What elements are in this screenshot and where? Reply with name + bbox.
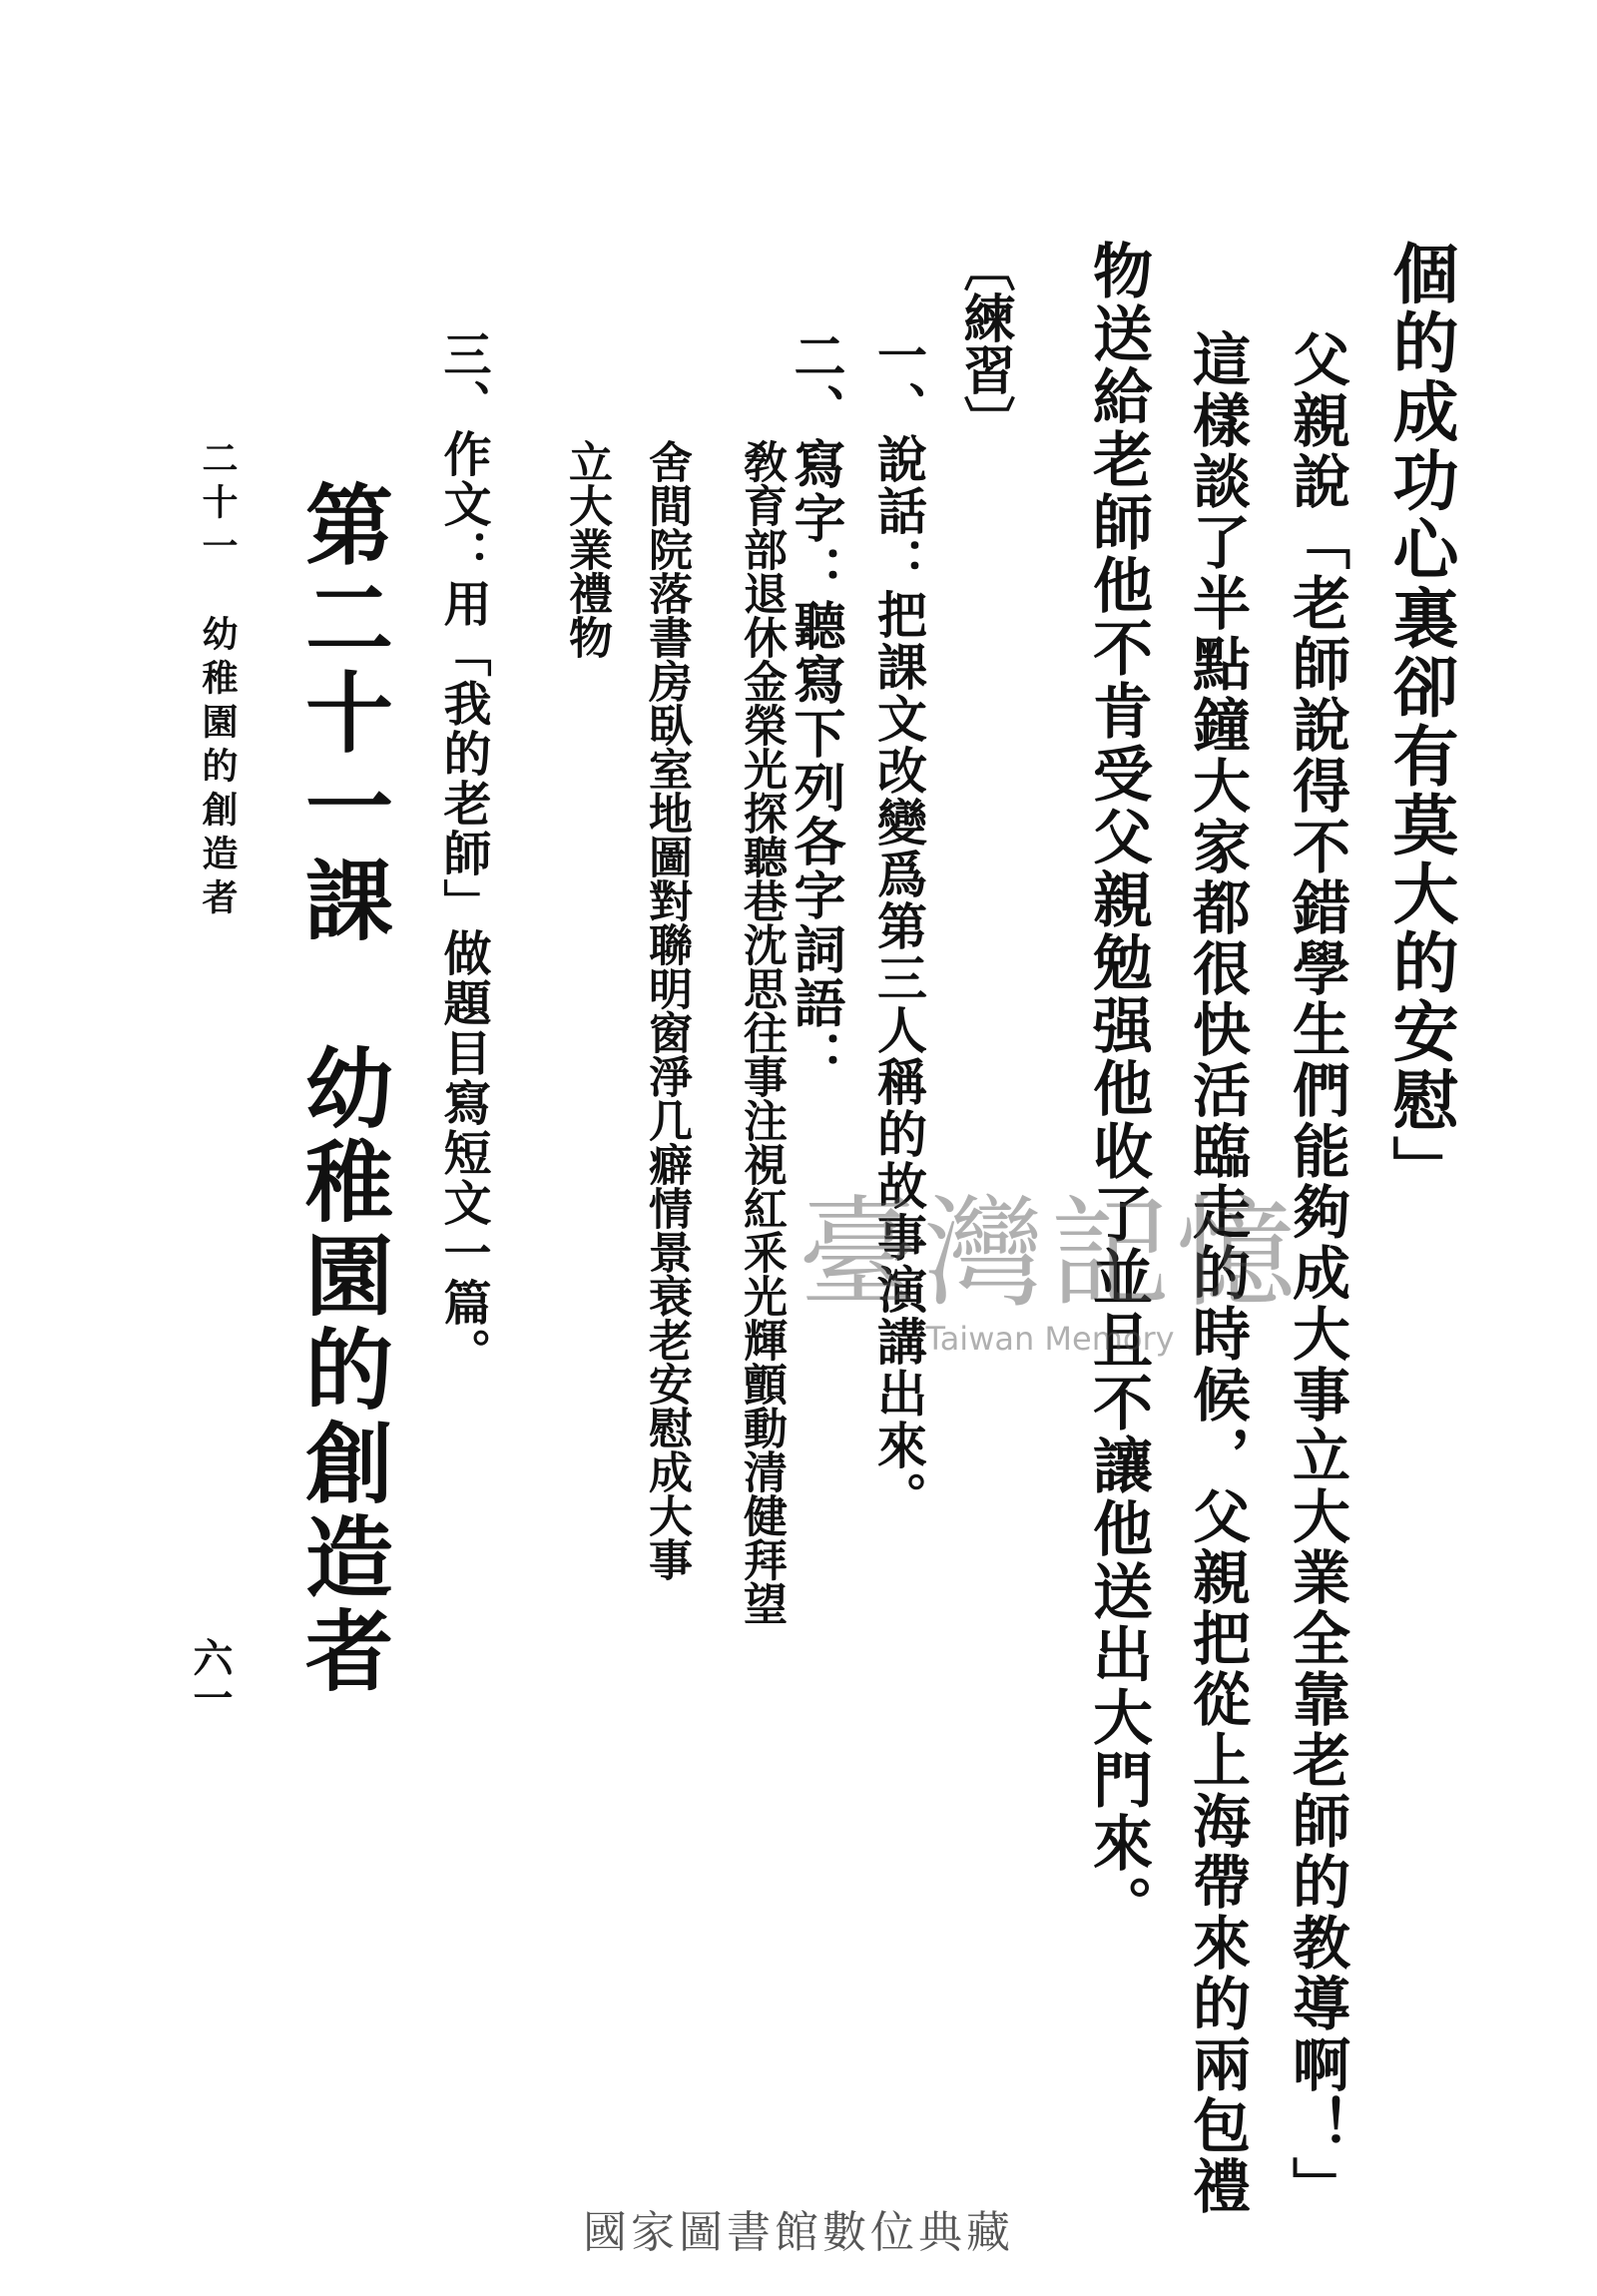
- watermark-english: Taiwan Memory: [925, 1320, 1175, 1358]
- word: 安慰: [641, 1362, 692, 1449]
- word: 立大業: [561, 439, 612, 571]
- word: 院落: [641, 527, 692, 615]
- page-number: 六一: [187, 1637, 234, 1717]
- word: 地圖: [641, 791, 692, 878]
- lesson-title: 第二十一課 幼稚園的創造者: [291, 479, 395, 1699]
- word: 禮物: [561, 571, 612, 659]
- exercises-heading: 〔練習〕: [954, 240, 1015, 447]
- body-line-1: 個的成功心裏卻有莫大的安慰」: [1381, 240, 1459, 1204]
- running-head: 二十一 幼稚園的創造者: [197, 439, 239, 922]
- word: 癖: [641, 1142, 692, 1186]
- word: 衰老: [641, 1274, 692, 1362]
- word: 成大事: [641, 1449, 692, 1581]
- watermark-chinese: 臺灣記憶: [798, 1185, 1302, 1324]
- word: 情景: [641, 1186, 692, 1274]
- word: 拜望: [736, 1537, 787, 1625]
- footer-credit: 國家圖書館數位典藏: [583, 2207, 1014, 2258]
- body-line-4: 物送給老師他不肯受父親勉强他收了並且不讓他送出大門來。: [1083, 240, 1153, 1938]
- word: 敎育部: [736, 439, 787, 571]
- word: 顫動: [736, 1362, 787, 1449]
- word: 沈思往事: [736, 922, 787, 1098]
- word-list-row-2: [604, 439, 692, 1581]
- word: 明窗淨几: [641, 966, 692, 1142]
- word: 巷: [736, 878, 787, 922]
- exercise-item-1: 一、說話：把課文改變爲第三人稱的故事演講出來。: [869, 329, 928, 1523]
- word: 紅釆: [736, 1186, 787, 1274]
- watermark: [798, 1158, 1302, 1358]
- word: 注視: [736, 1098, 787, 1186]
- exercise-item-3: 三、作文：用「我的老師」做題目寫短文一篇。: [435, 329, 491, 1378]
- word: 對聯: [641, 878, 692, 966]
- word: 臥室: [641, 703, 692, 791]
- word: 光輝: [736, 1274, 787, 1362]
- word: 舍間: [641, 439, 692, 527]
- word: 書房: [641, 615, 692, 703]
- exercise-item-2: 二、寫字：聽寫下列各字詞語：: [785, 329, 845, 1084]
- word: 清健: [736, 1449, 787, 1537]
- word: 退休金: [736, 571, 787, 703]
- word-list-row-1: [699, 439, 787, 1625]
- body-line-3: 這樣談了半點鐘大家都很快活臨走的時候，父親把從上海帶來的兩包禮: [1183, 329, 1251, 2217]
- body-line-2: 父親說「老師說得不錯學生們能夠成大事立大業全靠老師的教導啊！」: [1283, 329, 1350, 2217]
- word: 探聽: [736, 791, 787, 878]
- word-list-row-3: [524, 439, 612, 659]
- word: 榮光: [736, 703, 787, 791]
